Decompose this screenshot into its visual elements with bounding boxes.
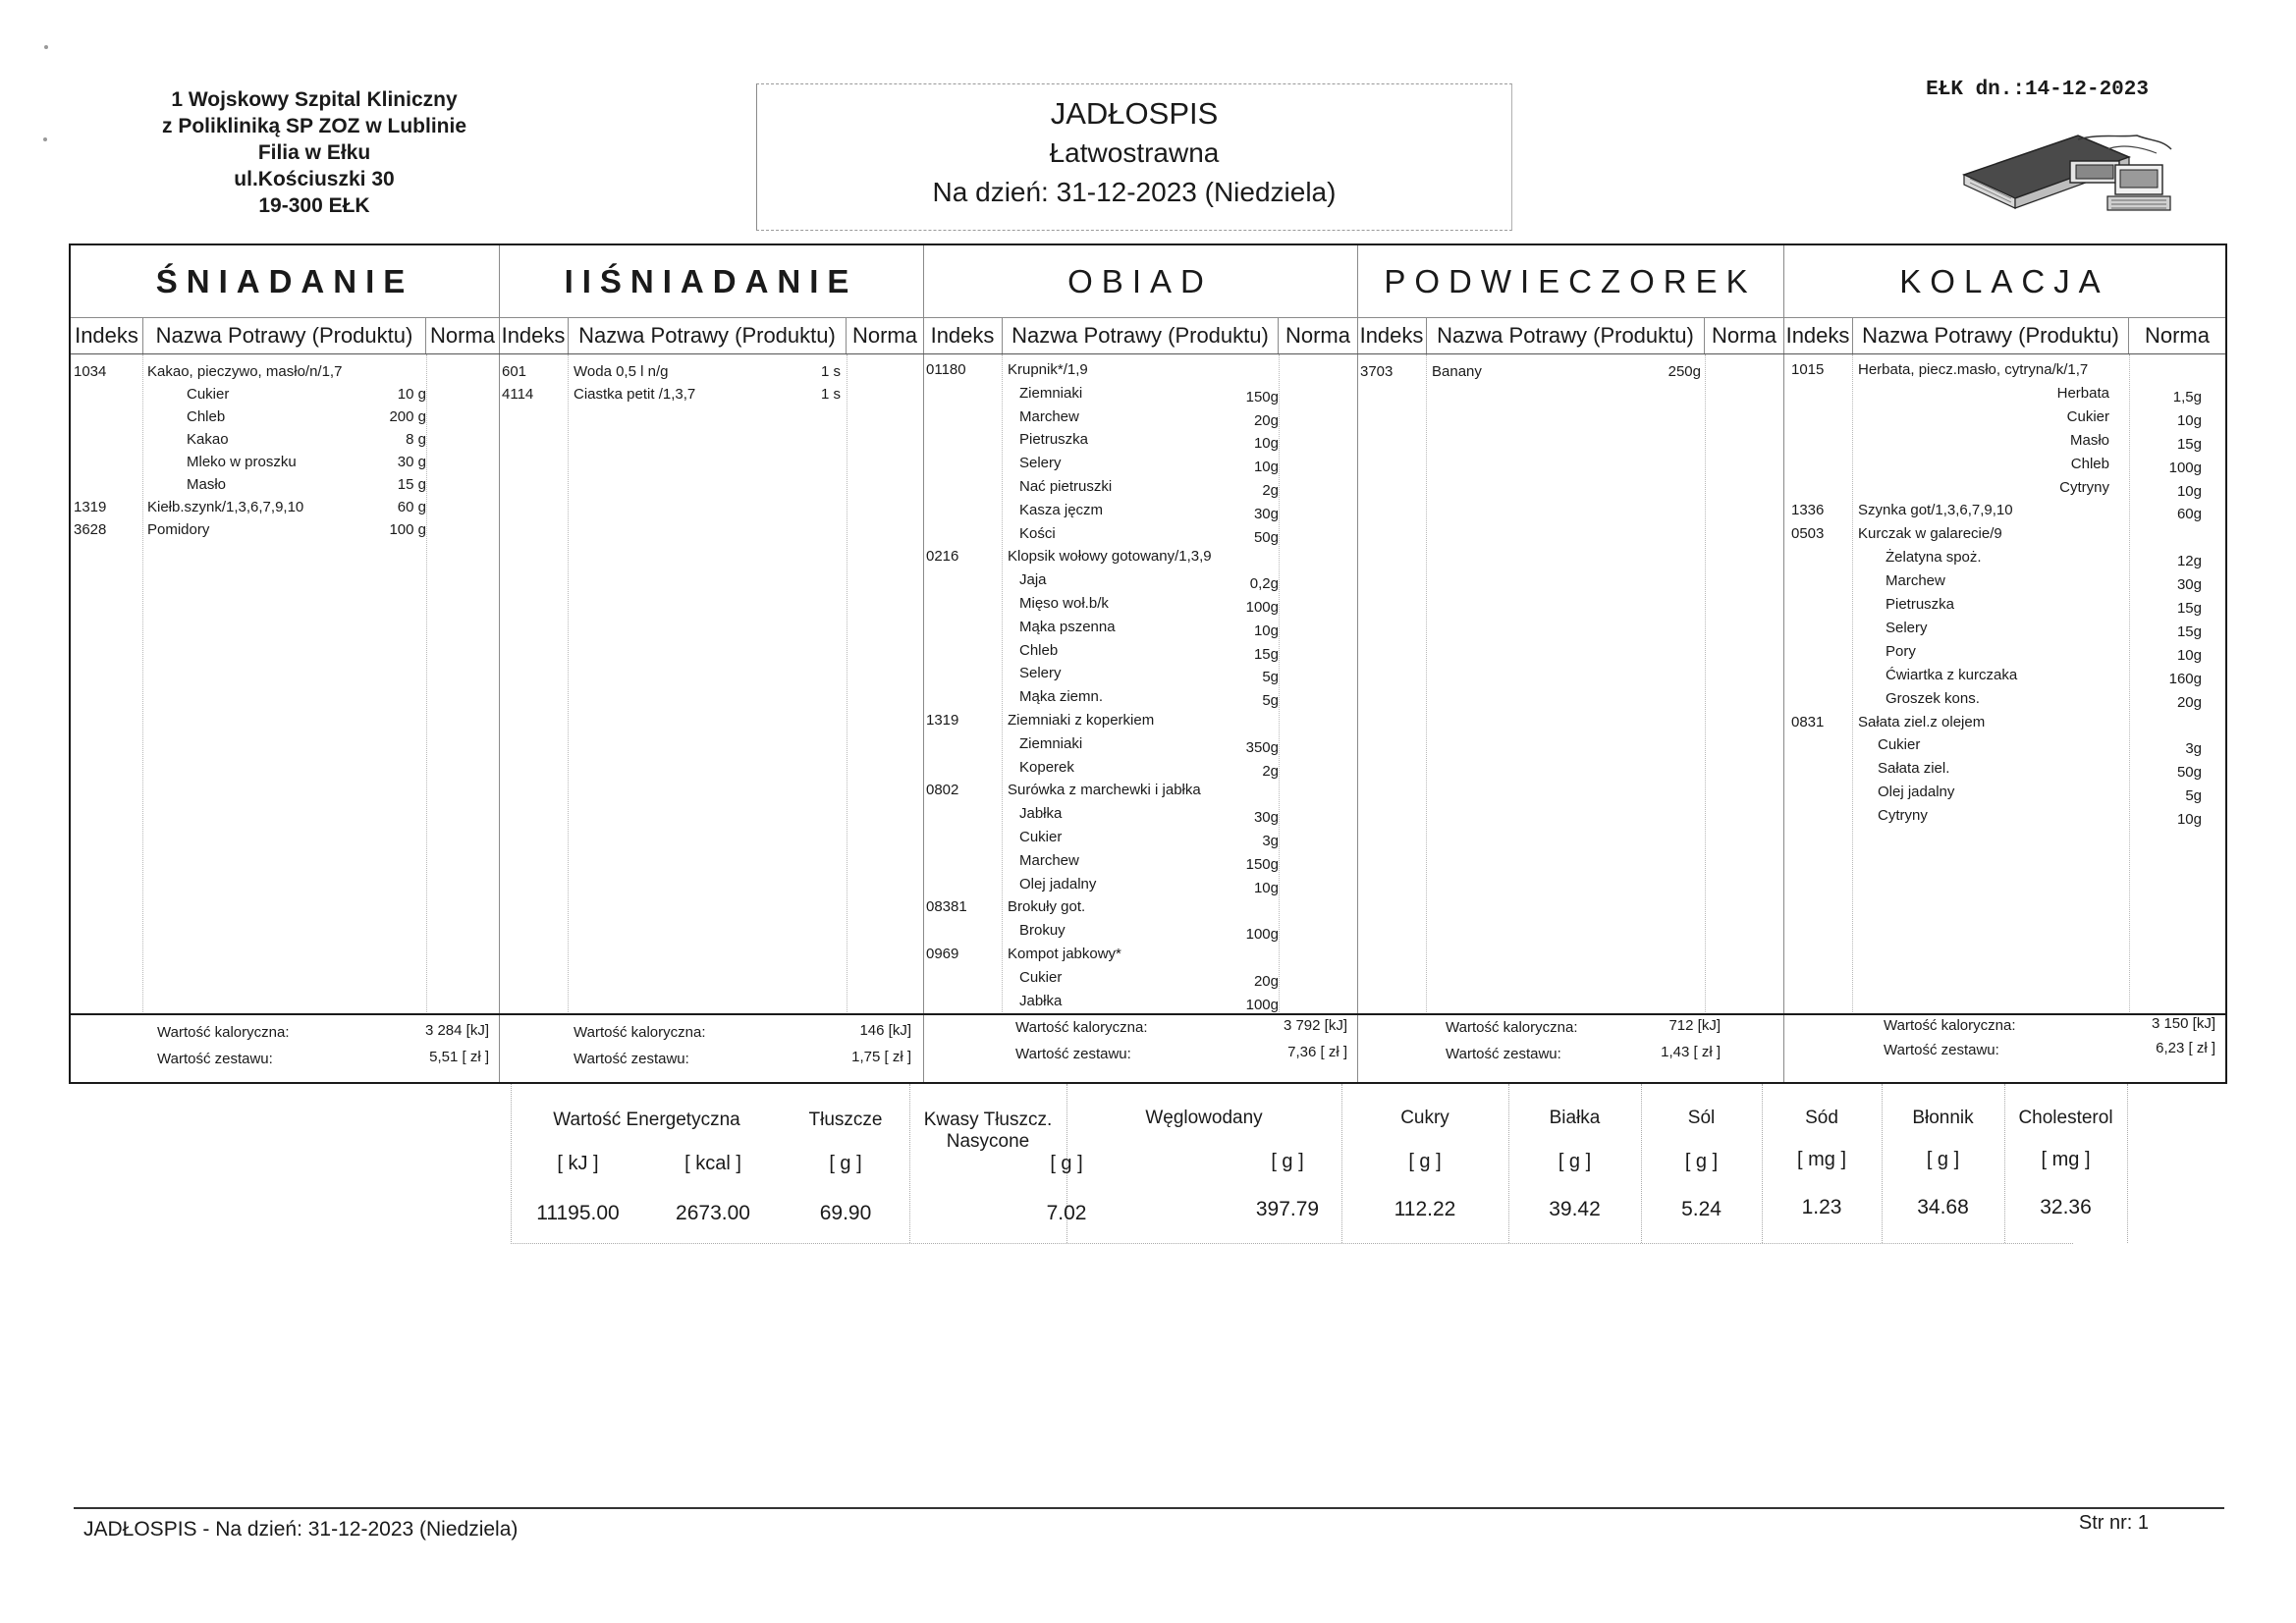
- meal-title: PODWIECZOREK: [1357, 245, 1783, 318]
- row-qty: 5g: [1262, 669, 1279, 686]
- page-title: JADŁOSPIS: [1050, 96, 1219, 131]
- menu-row: [1783, 711, 2225, 733]
- menu-row: [923, 802, 1357, 825]
- row-qty: 2g: [1262, 482, 1279, 499]
- header-name: Nazwa Potrawy (Produktu): [569, 318, 847, 353]
- cost-value: 6,23 [ zł ]: [2156, 1040, 2215, 1056]
- meal-summary: [499, 1013, 923, 1082]
- row-qty: 150g: [1245, 855, 1279, 873]
- menu-date: Na dzień: 31-12-2023 (Niedziela): [932, 177, 1337, 207]
- row-index: 1319: [926, 712, 959, 729]
- column-headers: [923, 318, 1357, 354]
- menu-row: [1783, 781, 2225, 803]
- row-name: Woda 0,5 l n/g: [574, 363, 669, 380]
- row-qty: 15g: [2176, 622, 2202, 640]
- row-qty: 15g: [2176, 600, 2202, 617]
- row-name: Cukier: [187, 386, 230, 403]
- nutri-header-sugar: Cukry: [1400, 1108, 1449, 1128]
- row-index: 1034: [74, 363, 107, 380]
- row-qty: 10g: [2176, 646, 2202, 664]
- menu-row: [923, 756, 1357, 779]
- meal-summary: [1357, 1013, 1783, 1082]
- row-qty: 10g: [2176, 411, 2202, 429]
- cost-value: 1,75 [ zł ]: [851, 1049, 911, 1065]
- row-index: 0216: [926, 548, 959, 566]
- header-norm: Norma: [2144, 323, 2210, 348]
- menu-row: [71, 496, 499, 518]
- row-qty: 50g: [1253, 528, 1279, 546]
- institution-line: 19-300 EŁK: [258, 194, 370, 217]
- cost-label: Wartość zestawu:: [1446, 1046, 1561, 1062]
- value-carbs: 397.79: [1255, 1198, 1320, 1220]
- row-name: Kakao: [187, 431, 229, 448]
- menu-row: [923, 522, 1357, 545]
- row-index: 0831: [1791, 713, 1825, 730]
- row-qty: 50g: [2176, 764, 2202, 782]
- row-qty: 150g: [1245, 388, 1279, 406]
- row-name: Herbata, piecz.masło, cytryna/k/1,7: [1858, 361, 2089, 378]
- meal-summary: [1783, 1013, 2225, 1082]
- header-index: Indeks: [499, 318, 569, 353]
- header-index: Indeks: [923, 318, 1003, 353]
- menu-row: [1783, 733, 2225, 756]
- row-qty: 20g: [1253, 972, 1279, 990]
- kcal-value: 3 284 [kJ]: [424, 1022, 489, 1039]
- menu-row: [923, 895, 1357, 918]
- row-index: 1336: [1791, 502, 1825, 519]
- meal-rows: [499, 354, 923, 1014]
- row-name: Kakao, pieczywo, masło/n/1,7: [147, 363, 343, 380]
- kcal-label: Wartość kaloryczna:: [1015, 1019, 1148, 1036]
- menu-row: [923, 475, 1357, 498]
- row-name: Mleko w proszku: [187, 454, 297, 470]
- cost-label: Wartość zestawu:: [1015, 1046, 1131, 1062]
- menu-row: [71, 518, 499, 541]
- nutri-header-fiber: Błonnik: [1912, 1108, 1974, 1128]
- menu-row: [923, 568, 1357, 591]
- header-index: Indeks: [1783, 318, 1853, 353]
- row-qty: 60 g: [397, 499, 426, 515]
- row-name: Pory: [1886, 642, 1916, 660]
- unit-saturated: [ g ]: [1050, 1153, 1083, 1174]
- column-headers: [1783, 318, 2225, 354]
- row-name: Jaja: [1019, 571, 1047, 589]
- row-name: Kompot jabkowy*: [1008, 946, 1121, 962]
- row-qty: 20g: [2176, 693, 2202, 711]
- menu-row: [1783, 617, 2225, 639]
- row-name: Mąka pszenna: [1019, 618, 1116, 635]
- meal-title: KOLACJA: [1783, 245, 2225, 318]
- unit-kcal: [ kcal ]: [684, 1153, 741, 1174]
- meal-title: OBIAD: [923, 245, 1357, 318]
- row-name: Kości: [1019, 524, 1056, 542]
- meal-rows: [1357, 354, 1783, 1014]
- row-name: Selery: [1019, 665, 1062, 682]
- nutri-header-carbs: Węglowodany: [1145, 1108, 1263, 1128]
- row-index: 1319: [74, 499, 107, 515]
- header-norm: Norma: [851, 323, 917, 348]
- menu-row: [923, 826, 1357, 848]
- header-name: Nazwa Potrawy (Produktu): [1853, 318, 2129, 353]
- header-norm: Norma: [429, 323, 495, 348]
- row-qty: 100 g: [389, 521, 426, 538]
- nutri-header-sodium: Sód: [1805, 1108, 1838, 1128]
- menu-row: [71, 428, 499, 451]
- nutri-header-cholesterol: Cholesterol: [2018, 1108, 2113, 1128]
- meal-lunch: [923, 245, 1358, 1082]
- cost-value: 5,51 [ zł ]: [429, 1049, 489, 1065]
- scan-dot: [43, 137, 47, 141]
- menu-row: [923, 358, 1357, 381]
- value-cholesterol: 32.36: [2040, 1196, 2092, 1218]
- nutri-header-saturated: Kwasy Tłuszcz. Nasycone: [923, 1109, 1053, 1152]
- row-name: Ćwiartka z kurczaka: [1886, 666, 2018, 683]
- unit-carbs: [ g ]: [1271, 1151, 1304, 1172]
- value-kcal: 2673.00: [676, 1202, 750, 1224]
- row-qty: 100g: [1245, 599, 1279, 616]
- menu-row: [923, 499, 1357, 521]
- cost-label: Wartość zestawu:: [157, 1051, 273, 1067]
- row-qty: 30 g: [397, 454, 426, 470]
- row-name: Pietruszka: [1886, 596, 1955, 613]
- row-name: Cytryny: [1878, 807, 1928, 825]
- row-name: Cukier: [1019, 968, 1063, 986]
- menu-row: [1783, 546, 2225, 568]
- row-qty: 1,5g: [2172, 388, 2202, 406]
- row-qty: 350g: [1245, 738, 1279, 756]
- row-name: Brokuy: [1019, 922, 1066, 940]
- kcal-label: Wartość kaloryczna:: [1446, 1019, 1578, 1036]
- menu-row: [923, 943, 1357, 965]
- menu-row: [1357, 360, 1783, 383]
- row-qty: 10g: [2176, 811, 2202, 829]
- row-name: Nać pietruszki: [1019, 478, 1113, 495]
- cost-value: 1,43 [ zł ]: [1661, 1044, 1721, 1060]
- column-headers: [71, 318, 499, 354]
- row-index: 0503: [1791, 525, 1825, 543]
- row-name: Klopsik wołowy gotowany/1,3,9: [1008, 548, 1212, 566]
- unit-kj: [ kJ ]: [557, 1153, 599, 1174]
- meal-breakfast: [71, 245, 500, 1082]
- row-qty: 12g: [2176, 553, 2202, 570]
- row-qty: 10g: [2176, 482, 2202, 500]
- meal-afternoon-snack: [1357, 245, 1784, 1082]
- row-index: 01180: [926, 361, 966, 378]
- row-name: Cukier: [2066, 407, 2109, 425]
- menu-row: [1783, 499, 2225, 521]
- kcal-value: 146 [kJ]: [859, 1022, 911, 1039]
- row-name: Jabłka: [1019, 805, 1063, 823]
- row-name: Szynka got/1,3,6,7,9,10: [1858, 502, 2013, 519]
- header-index: Indeks: [1357, 318, 1427, 353]
- menu-row: [1783, 429, 2225, 452]
- kcal-value: 3 792 [kJ]: [1283, 1017, 1347, 1034]
- row-index: 0969: [926, 946, 959, 962]
- menu-row: [1783, 757, 2225, 780]
- row-name: Mąka ziemn.: [1019, 688, 1104, 706]
- menu-row: [923, 849, 1357, 872]
- meal-summary: [923, 1013, 1357, 1082]
- menu-row: [923, 990, 1357, 1012]
- menu-row: [1783, 804, 2225, 827]
- row-name: Olej jadalny: [1878, 784, 1955, 801]
- kcal-label: Wartość kaloryczna:: [157, 1024, 290, 1041]
- unit-salt: [ g ]: [1684, 1151, 1719, 1172]
- menu-row: [923, 545, 1357, 568]
- row-name: Marchew: [1019, 407, 1079, 425]
- meal-summary: [71, 1013, 499, 1082]
- row-qty: 10g: [1253, 622, 1279, 639]
- diet-name: Łatwostrawna: [1049, 137, 1220, 168]
- row-qty: 100g: [1245, 996, 1279, 1013]
- scan-dot: [44, 45, 48, 49]
- row-qty: 15 g: [397, 476, 426, 493]
- menu-row: [71, 473, 499, 496]
- value-sodium: 1.23: [1801, 1196, 1842, 1218]
- menu-row: [71, 451, 499, 473]
- unit-fiber: [ g ]: [1926, 1149, 1960, 1170]
- row-name: Olej jadalny: [1019, 875, 1097, 893]
- row-qty: 100g: [1245, 926, 1279, 944]
- column-headers: [1357, 318, 1783, 354]
- row-name: Banany: [1432, 363, 1482, 380]
- menu-row: [923, 685, 1357, 708]
- menu-row: [1783, 382, 2225, 405]
- row-name: Sałata ziel.z olejem: [1858, 713, 1986, 730]
- row-index: 0802: [926, 782, 959, 799]
- row-name: Mięso woł.b/k: [1019, 595, 1109, 612]
- meal-second-breakfast: [499, 245, 924, 1082]
- kcal-label: Wartość kaloryczna:: [574, 1024, 706, 1041]
- row-qty: 5g: [2185, 787, 2202, 805]
- kcal-value: 712 [kJ]: [1668, 1017, 1721, 1034]
- menu-row: [923, 452, 1357, 474]
- row-index: 3628: [74, 521, 107, 538]
- menu-row: [923, 779, 1357, 801]
- row-name: Kiełb.szynk/1,3,6,7,9,10: [147, 499, 304, 515]
- row-qty: 3g: [1262, 833, 1279, 849]
- row-qty: 30g: [1253, 809, 1279, 827]
- row-name: Krupnik*/1,9: [1008, 361, 1088, 378]
- menu-table: [69, 243, 2227, 1084]
- nutri-header-fat: Tłuszcze: [808, 1109, 883, 1130]
- row-qty: 100g: [2168, 459, 2202, 476]
- value-sugar: 112.22: [1394, 1198, 1456, 1220]
- row-qty: 10g: [1253, 435, 1279, 453]
- menu-row: [1783, 593, 2225, 616]
- footer-title: JADŁOSPIS - Na dzień: 31-12-2023 (Niedziela): [83, 1518, 519, 1541]
- header-name: Nazwa Potrawy (Produktu): [143, 318, 426, 353]
- issue-date: EŁK dn.:14-12-2023: [1926, 79, 2149, 101]
- unit-protein: [ g ]: [1558, 1151, 1592, 1172]
- row-index: 3703: [1360, 363, 1394, 380]
- row-name: Chleb: [2070, 455, 2109, 472]
- menu-row: [923, 406, 1357, 428]
- row-index: 1015: [1791, 361, 1825, 378]
- row-name: Jabłka: [1019, 992, 1063, 1009]
- row-name: Cukier: [1019, 829, 1063, 845]
- meal-title: IIŚNIADANIE: [499, 245, 923, 318]
- institution-line: ul.Kościuszki 30: [234, 168, 395, 190]
- menu-row: [923, 662, 1357, 684]
- institution-line: 1 Wojskowy Szpital Kliniczny: [171, 88, 458, 111]
- row-name: Selery: [1886, 619, 1928, 636]
- footer-divider: [74, 1507, 2224, 1509]
- menu-row: [1783, 522, 2225, 545]
- menu-row: [923, 732, 1357, 755]
- row-qty: 15g: [2176, 435, 2202, 453]
- menu-row: [923, 592, 1357, 615]
- menu-row: [499, 360, 923, 383]
- row-name: Kurczak w galarecie/9: [1858, 525, 2002, 543]
- menu-row: [923, 616, 1357, 638]
- row-name: Cukier: [1878, 736, 1921, 754]
- row-qty: 20g: [1253, 411, 1279, 429]
- meal-rows: [71, 354, 499, 1014]
- row-name: Marchew: [1019, 851, 1079, 869]
- meal-title: ŚNIADANIE: [71, 245, 499, 318]
- row-qty: 3g: [2185, 740, 2202, 758]
- row-name: Brokuły got.: [1008, 898, 1086, 916]
- menu-row: [1783, 687, 2225, 710]
- row-qty: 30g: [1253, 505, 1279, 522]
- value-fiber: 34.68: [1917, 1196, 1969, 1218]
- row-name: Surówka z marchewki i jabłka: [1008, 782, 1201, 799]
- row-name: Koperek: [1019, 758, 1074, 776]
- menu-row: [923, 873, 1357, 895]
- cost-label: Wartość zestawu:: [1884, 1042, 1999, 1058]
- header-name: Nazwa Potrawy (Produktu): [1427, 318, 1705, 353]
- institution-line: Filia w Ełku: [257, 141, 371, 164]
- row-name: Herbata: [2056, 384, 2109, 402]
- menu-row: [71, 360, 499, 383]
- row-qty: 10g: [1253, 879, 1279, 896]
- nutrition-table: [511, 1084, 2113, 1244]
- value-salt: 5.24: [1681, 1198, 1722, 1220]
- row-qty: 1 s: [820, 363, 841, 380]
- row-qty: 8 g: [406, 431, 426, 448]
- institution-address: [98, 86, 530, 219]
- title-box: [756, 83, 1512, 231]
- row-index: 601: [502, 363, 527, 380]
- row-qty: 10g: [1253, 459, 1279, 476]
- row-name: Masło: [187, 476, 227, 493]
- row-qty: 0,2g: [1249, 575, 1279, 593]
- row-qty: 2g: [1262, 762, 1279, 780]
- row-name: Ciastka petit /1,3,7: [574, 386, 696, 403]
- unit-sugar: [ g ]: [1408, 1151, 1442, 1172]
- row-qty: 10 g: [397, 386, 426, 403]
- row-qty: 30g: [2176, 576, 2202, 594]
- kcal-value: 3 150 [kJ]: [2151, 1015, 2215, 1032]
- row-name: Ziemniaki z koperkiem: [1008, 712, 1155, 729]
- menu-row: [923, 428, 1357, 451]
- menu-row: [923, 382, 1357, 405]
- row-qty: 60g: [2176, 506, 2202, 523]
- menu-row: [1783, 640, 2225, 663]
- row-name: Sałata ziel.: [1878, 760, 1950, 778]
- value-kj: 11195.00: [536, 1202, 620, 1224]
- row-name: Masło: [2069, 431, 2109, 449]
- row-name: Groszek kons.: [1886, 689, 1980, 707]
- header-norm: Norma: [1285, 323, 1350, 348]
- value-fat: 69.90: [819, 1202, 872, 1224]
- menu-row: [1783, 569, 2225, 592]
- header-norm: Norma: [1711, 323, 1777, 348]
- menu-row: [923, 919, 1357, 942]
- books-computer-icon: [1960, 128, 2176, 216]
- row-name: Chleb: [1019, 641, 1059, 659]
- cost-value: 7,36 [ zł ]: [1287, 1044, 1347, 1060]
- menu-row: [71, 406, 499, 428]
- unit-sodium: [ mg ]: [1796, 1149, 1846, 1170]
- row-index: 4114: [502, 386, 534, 403]
- menu-row: [923, 639, 1357, 662]
- row-name: Ziemniaki: [1019, 384, 1083, 402]
- cost-label: Wartość zestawu:: [574, 1051, 689, 1067]
- row-qty: 160g: [2168, 670, 2202, 687]
- value-protein: 39.42: [1549, 1198, 1601, 1220]
- menu-row: [1783, 453, 2225, 475]
- menu-row: [1783, 358, 2225, 381]
- institution-line: z Polikliniką SP ZOZ w Lublinie: [162, 115, 466, 137]
- row-name: Selery: [1019, 455, 1062, 472]
- row-qty: 1 s: [820, 386, 841, 403]
- nutri-header-salt: Sól: [1687, 1108, 1716, 1128]
- row-name: Pomidory: [147, 521, 210, 538]
- meal-rows: [1783, 354, 2225, 1014]
- header-name: Nazwa Potrawy (Produktu): [1003, 318, 1279, 353]
- menu-row: [1783, 476, 2225, 499]
- row-name: Ziemniaki: [1019, 734, 1083, 752]
- row-name: Pietruszka: [1019, 431, 1089, 449]
- row-name: Żelatyna spoż.: [1886, 549, 1982, 567]
- header-index: Indeks: [71, 318, 143, 353]
- meal-dinner: [1783, 245, 2225, 1082]
- row-qty: 15g: [1253, 645, 1279, 663]
- menu-row: [923, 709, 1357, 731]
- nutri-header-protein: Białka: [1549, 1108, 1601, 1128]
- menu-row: [923, 966, 1357, 989]
- meal-rows: [923, 354, 1357, 1014]
- row-qty: 250g: [1667, 363, 1701, 380]
- menu-row: [71, 383, 499, 406]
- unit-fat: [ g ]: [829, 1153, 862, 1174]
- page-number: Str nr: 1: [2078, 1512, 2149, 1534]
- value-saturated: 7.02: [1046, 1202, 1087, 1224]
- menu-row: [1783, 664, 2225, 686]
- row-name: Kasza jęczm: [1019, 501, 1104, 518]
- kcal-label: Wartość kaloryczna:: [1884, 1017, 2016, 1034]
- row-name: Cytryny: [2059, 478, 2109, 496]
- row-qty: 200 g: [389, 408, 426, 425]
- row-name: Marchew: [1886, 572, 1945, 590]
- unit-cholesterol: [ mg ]: [2041, 1149, 2091, 1170]
- row-index: 08381: [926, 898, 967, 916]
- menu-row: [1783, 406, 2225, 428]
- nutri-header-energy: Wartość Energetyczna: [553, 1109, 740, 1130]
- column-headers: [499, 318, 923, 354]
- row-name: Chleb: [187, 408, 226, 425]
- row-qty: 5g: [1262, 692, 1279, 710]
- menu-row: [499, 383, 923, 406]
